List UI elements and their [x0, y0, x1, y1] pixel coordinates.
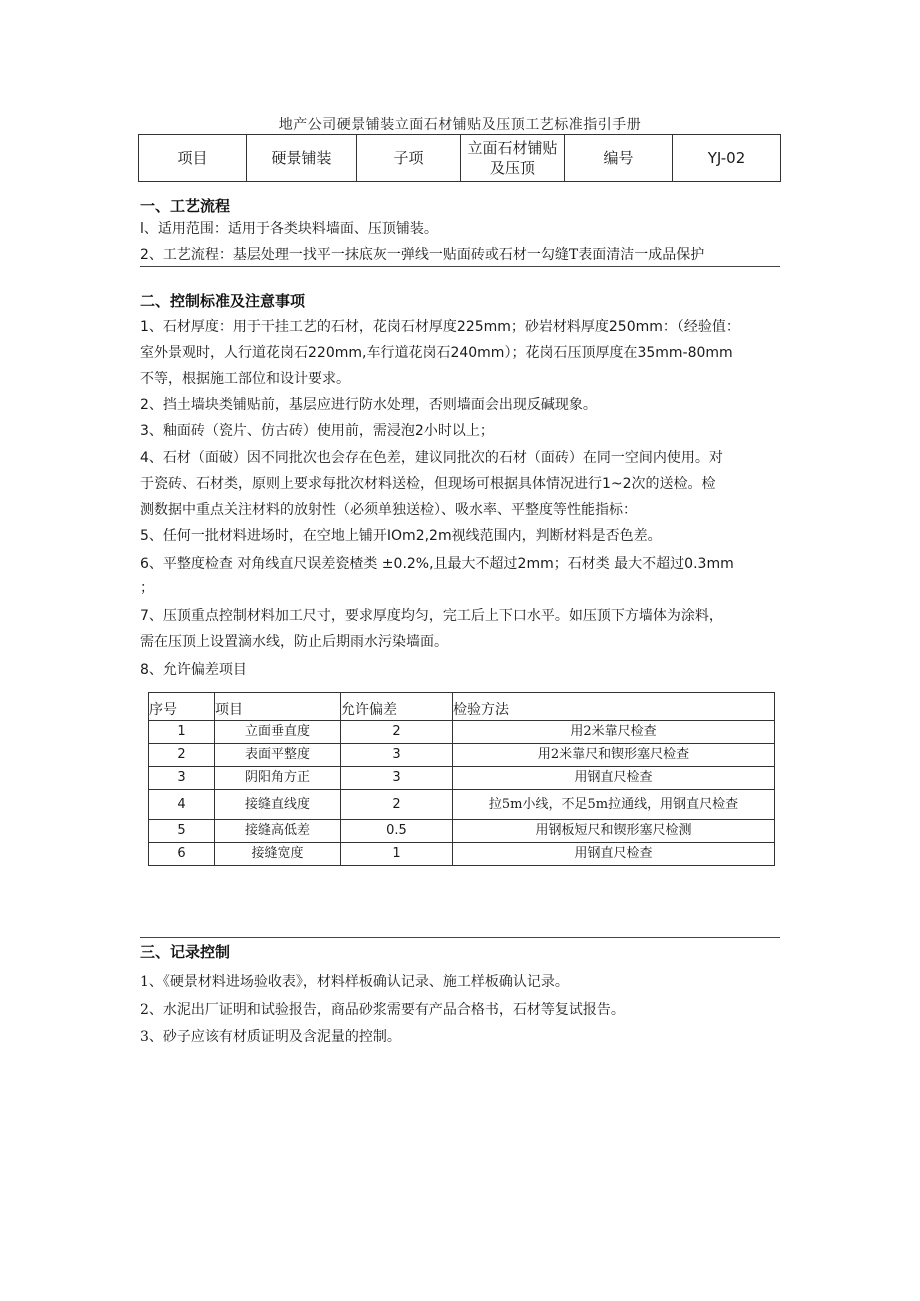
control-line-8: 测数据中重点关注材料的放射性（必须单独送检）、吸水率、平整度等性能指标：: [140, 502, 637, 518]
control-line-2: 室外景观时，人行道花岗石220mm,车行道花岗石240mm）；花岗石压顶厚度在35mm-80mm: [140, 345, 733, 361]
row-item: 阴阳角方正: [215, 767, 341, 790]
table-row: [149, 744, 775, 767]
section2-title: 二、控制标准及注意事项: [140, 292, 306, 310]
table-row: [149, 790, 775, 820]
control-line-10: 6、平整度检查 对角线直尺误差瓷楂类 ±0.2%,且最大不超过2mm；石材类 最大不超过0.3mm: [140, 556, 734, 572]
row-item: 接缝直线度: [215, 790, 341, 820]
row-index: 4: [149, 790, 215, 820]
tolerance-header-row: [149, 693, 775, 721]
control-line-1: 1、石材厚度：用于干挂工艺的石材，花岗石材厚度225mm；砂岩材料厚度250mm：（经验值：: [140, 319, 740, 335]
header-method: 检验方法: [453, 693, 775, 721]
subitem-value: [461, 135, 565, 182]
row-method: 用2米靠尺检查: [453, 721, 775, 744]
header-index: 序号: [149, 693, 215, 721]
section1-title: 一、工艺流程: [140, 197, 231, 215]
control-line-12: 7、压顶重点控制材料加工尺寸，要求厚度均匀，完工后上下口水平。如压顶下方墙体为涂料，: [140, 608, 723, 624]
table-row: [149, 767, 775, 790]
control-line-7: 于瓷砖、石材类，原则上要求每批次材料送检，但现场可根据具体情况进行1~2次的送检。检: [140, 476, 716, 492]
row-item: 接缝高低差: [215, 820, 341, 843]
section1-divider: [140, 266, 780, 267]
row-index: 1: [149, 721, 215, 744]
tolerance-table: [148, 692, 775, 866]
row-tolerance: 1: [341, 843, 453, 866]
subitem-value-line1: 立面石材铺贴: [467, 139, 558, 157]
scope-line: [140, 219, 438, 239]
flow-text: ：基层处理一找平一抹底灰一弹线一贴面砖或石材一勾缝T表面清洁一成品保护: [218, 247, 705, 263]
scope-text: ：适用于各类块料墙面、压顶铺装。: [213, 221, 438, 237]
flow-label: 工艺流程: [162, 247, 219, 263]
record-line-2: 2、水泥出厂证明和试验报告，商品砂浆需要有产品合格书，石材等复试报告。: [140, 1002, 625, 1018]
control-line-14: 8、允许偏差项目: [140, 662, 247, 678]
row-index: 2: [149, 744, 215, 767]
flow-line: [140, 245, 704, 265]
row-tolerance: 3: [341, 744, 453, 767]
row-tolerance: 3: [341, 767, 453, 790]
table-row: [149, 721, 775, 744]
subitem-value-line2: 及压顶: [489, 159, 535, 177]
project-value: 硬景铺装: [247, 135, 357, 182]
control-line-6: 4、石材（面破）因不同批次也会存在色差，建议同批次的石材（面砖）在同一空间内使用。对: [140, 450, 723, 466]
document-title: 地产公司硬景铺装立面石材铺贴及压顶工艺标准指引手册: [278, 117, 642, 133]
scope-prefix: l、: [140, 221, 158, 237]
row-item: 立面垂直度: [215, 721, 341, 744]
record-line-3: 3、砂子应该有材质证明及含泥量的控制。: [140, 1029, 401, 1045]
control-line-3: 不等，根据施工部位和设计要求。: [140, 371, 350, 387]
control-line-5: 3、釉面砖（瓷片、仿古砖）使用前，需浸泡2小时以上；: [140, 423, 494, 439]
control-line-9: 5、任何一批材料进场时，在空地上铺开IOm2,2m视线范围内，判断材料是否色差。: [140, 528, 662, 544]
row-method: 用钢直尺检查: [453, 767, 775, 790]
section2-divider: [140, 937, 780, 938]
scope-label: 适用范围: [157, 221, 214, 237]
table-row: [149, 820, 775, 843]
project-label: 项目: [139, 135, 247, 182]
row-index: 3: [149, 767, 215, 790]
table-row: [149, 843, 775, 866]
header-item: 项目: [215, 693, 341, 721]
row-item: 接缝宽度: [215, 843, 341, 866]
record-line-1: 1、《硬景材料进场验收表》，材料样板确认记录、施工样板确认记录。: [140, 974, 569, 990]
row-method: 用2米靠尺和锲形塞尺检查: [453, 744, 775, 767]
row-tolerance: 2: [341, 721, 453, 744]
row-index: 5: [149, 820, 215, 843]
row-item: 表面平整度: [215, 744, 341, 767]
subitem-label: 子项: [357, 135, 461, 182]
section3-title: 三、记录控制: [140, 943, 231, 961]
flow-prefix: 2、: [140, 247, 163, 263]
row-index: 6: [149, 843, 215, 866]
row-tolerance: 2: [341, 790, 453, 820]
control-line-11: ；: [140, 580, 154, 596]
control-line-13: 需在压顶上设置滴水线，防止后期雨水污染墙面。: [140, 634, 448, 650]
control-line-4: 2、挡土墙块类铺贴前，基层应进行防水处理，否则墙面会出现反碱现象。: [140, 397, 597, 413]
row-method: 用钢直尺检查: [453, 843, 775, 866]
header-tolerance: 允许偏差: [341, 693, 453, 721]
code-value: YJ-02: [673, 135, 781, 182]
row-method: 拉5m小线，不足5m拉通线，用钢直尺检查: [453, 790, 775, 820]
row-method: 用钢板短尺和锲形塞尺检测: [453, 820, 775, 843]
row-tolerance: 0.5: [341, 820, 453, 843]
header-table: [138, 134, 781, 182]
code-label: 编号: [565, 135, 673, 182]
